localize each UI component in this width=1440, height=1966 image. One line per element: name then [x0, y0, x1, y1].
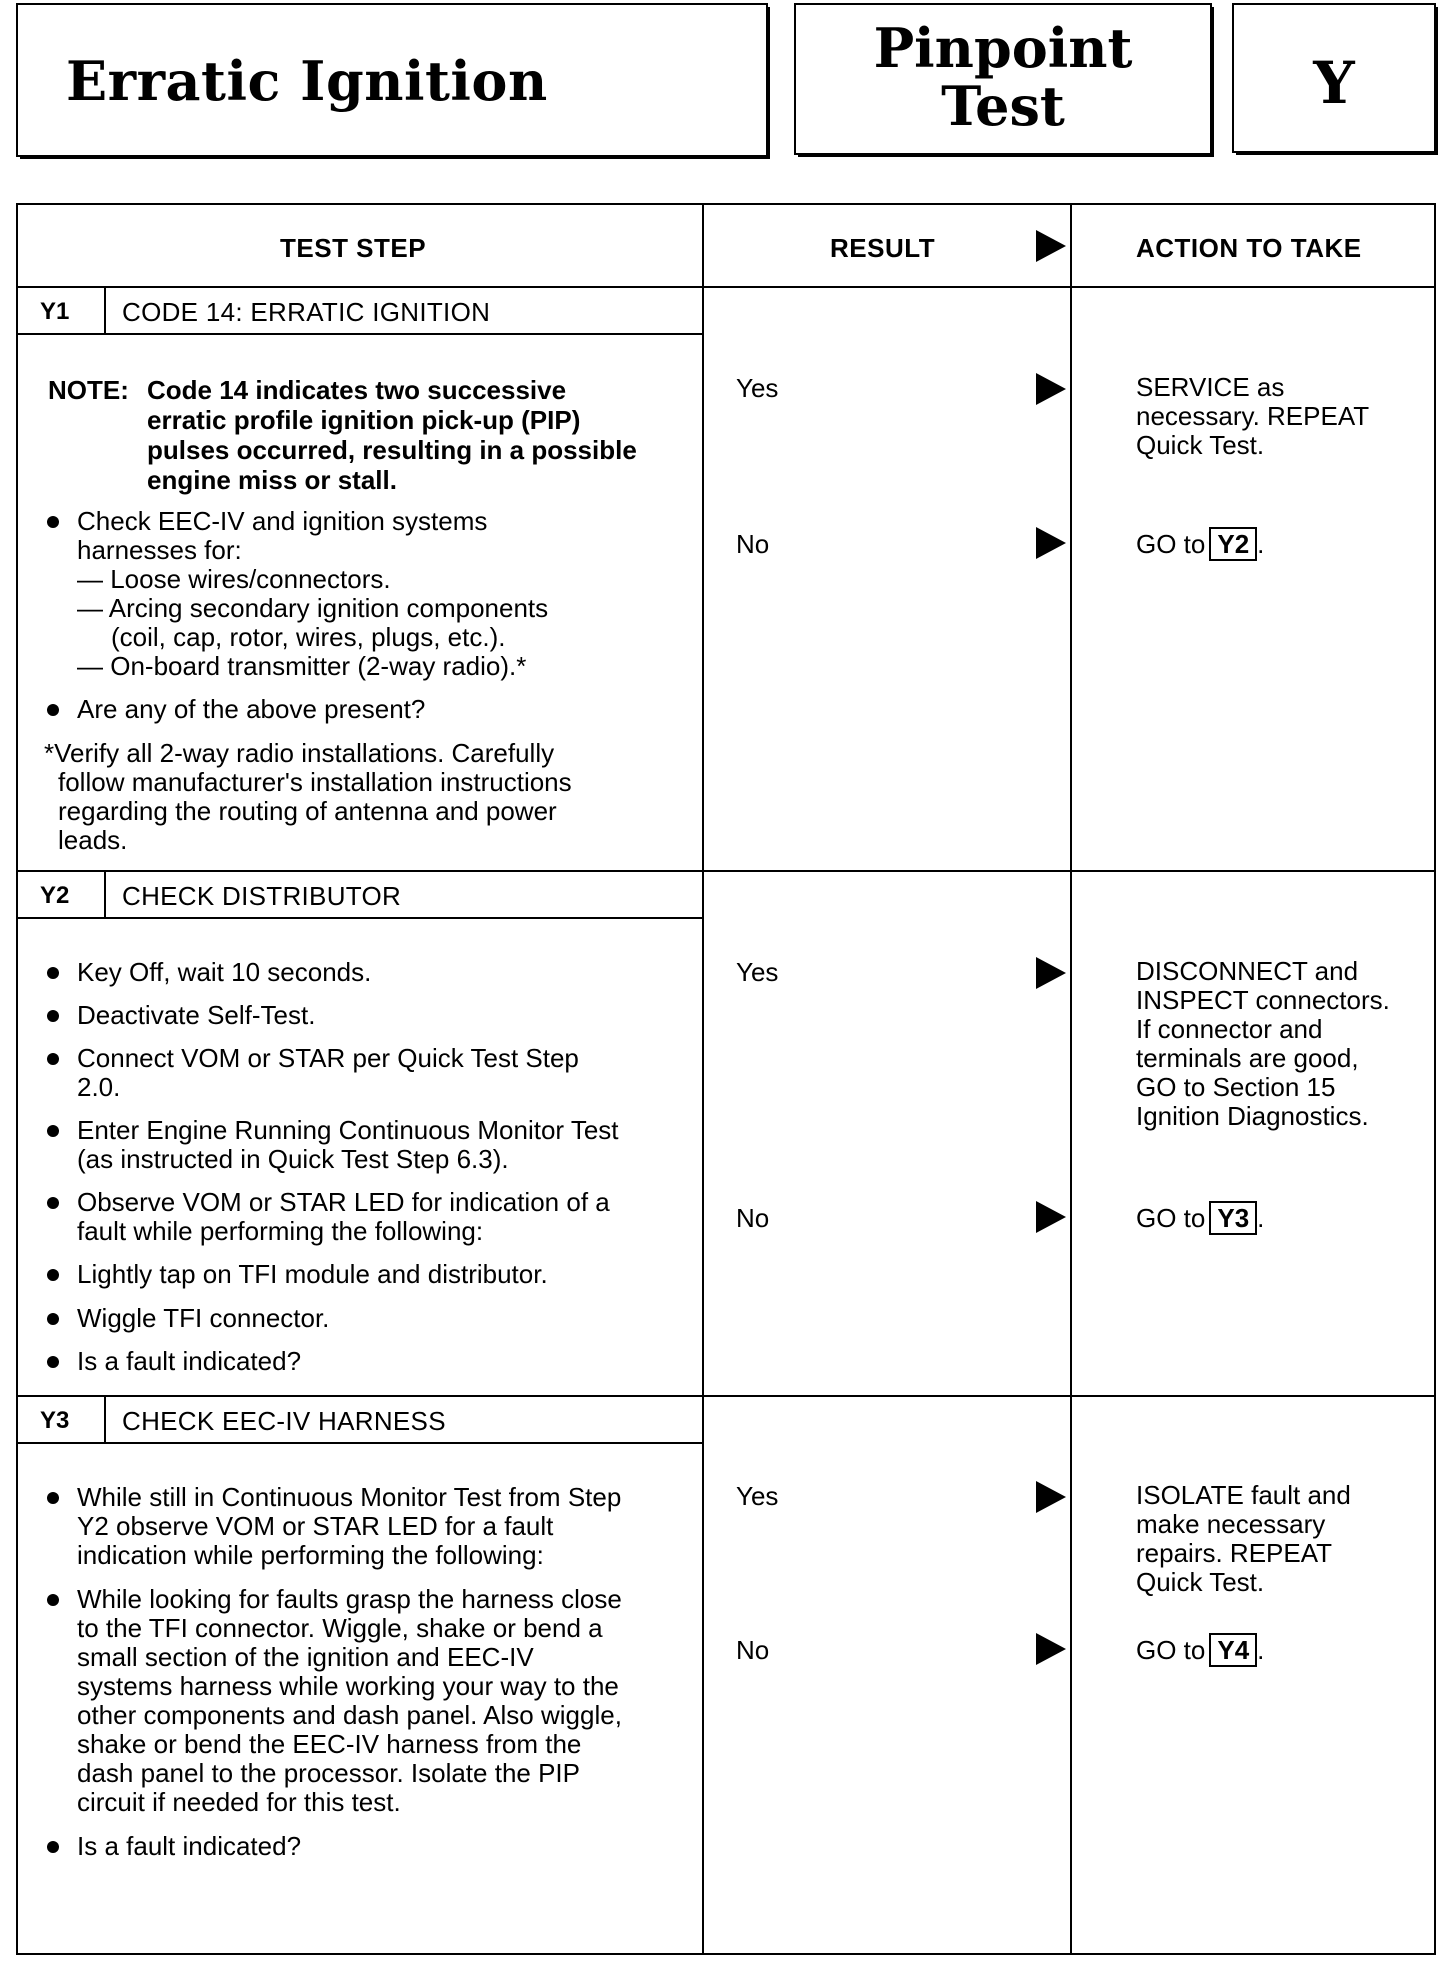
result-no: No [736, 1203, 770, 1233]
column-divider-2 [1070, 205, 1072, 1953]
bullet-icon [47, 967, 59, 979]
bullet-icon [47, 1010, 59, 1022]
pinpoint-test-label [796, 16, 1210, 138]
step-id: Y2 [40, 882, 70, 909]
pinpoint-line-1: Pinpoint [873, 16, 1133, 80]
bullet-item: Observe VOM or STAR LED for indication of a fault while performing the following: [77, 1188, 610, 1246]
column-header-action: ACTION TO TAKE [1136, 233, 1362, 263]
test-letter-box [1232, 3, 1436, 153]
note-label: NOTE: [48, 375, 129, 405]
bullet-icon [47, 1594, 59, 1606]
bullet-icon [47, 1269, 59, 1281]
bullet-item: Is a fault indicated? [77, 1832, 301, 1861]
step-title-underline [18, 1442, 702, 1444]
pinpoint-table [16, 203, 1436, 1955]
bullet-icon [47, 704, 59, 716]
action-no: GO to Y4 . [1136, 1635, 1265, 1665]
goto-ref-y2: Y2 [1209, 527, 1257, 561]
bullet-icon [47, 1492, 59, 1504]
step-title: CODE 14: ERRATIC IGNITION [122, 297, 491, 327]
result-yes: Yes [736, 373, 779, 403]
row-divider-2 [18, 1395, 1434, 1397]
step-title-underline [18, 917, 702, 919]
bullet-item: While still in Continuous Monitor Test from Step Y2 observe VOM or STAR LED for a fault indication while performing the following: [77, 1483, 621, 1570]
step-title-underline [18, 333, 702, 335]
step-id-divider [104, 872, 106, 919]
bullet-item: Deactivate Self-Test. [77, 1001, 315, 1030]
arrow-right-icon [1036, 1633, 1066, 1665]
step-id: Y3 [40, 1407, 70, 1434]
bullet-icon [47, 1356, 59, 1368]
header-divider [18, 286, 1434, 288]
bullet-icon [47, 1125, 59, 1137]
column-header-result: RESULT [830, 233, 936, 263]
bullet-icon [47, 516, 59, 528]
bullet-item: Key Off, wait 10 seconds. [77, 958, 371, 987]
arrow-right-icon [1036, 527, 1066, 559]
bullet-item: Lightly tap on TFI module and distributor. [77, 1260, 548, 1289]
action-yes: SERVICE as necessary. REPEAT Quick Test. [1136, 372, 1370, 460]
bullet-item: Connect VOM or STAR per Quick Test Step 2.0. [77, 1044, 579, 1102]
column-header-test-step: TEST STEP [280, 233, 427, 263]
bullet-item: Enter Engine Running Continuous Monitor Test (as instructed in Quick Test Step 6.3). [77, 1116, 619, 1174]
arrow-right-icon [1036, 1481, 1066, 1513]
bullet-icon [47, 1053, 59, 1065]
footnote: *Verify all 2-way radio installations. Carefully follow manufacturer's installation instructions regarding the routing of antenna and power leads. [44, 738, 572, 855]
title-box [16, 3, 768, 157]
result-no: No [736, 529, 770, 559]
test-letter: Y [1313, 49, 1355, 117]
action-no: GO to Y2 . [1136, 529, 1265, 559]
bullet-item: While looking for faults grasp the harness close to the TFI connector. Wiggle, shake or bend a small section of the ignition and EEC-IV systems harness while working your way to the other components and dash panel. Also wiggle, shake or bend the EEC-IV harness from the dash panel to the processor. Isolate the PIP circuit if needed for this test. [77, 1585, 622, 1817]
dash-list: — Loose wires/connectors. — Arcing secondary ignition components (coil, cap, rotor, wires, plugs, etc.). — On-board transmitter (2-way radio).* [77, 564, 549, 681]
result-yes: Yes [736, 1481, 779, 1511]
bullet-check-harnesses: Check EEC-IV and ignition systems harnesses for: [77, 507, 487, 565]
column-divider-1 [702, 205, 704, 1953]
arrow-right-icon [1036, 1201, 1066, 1233]
step-id: Y1 [40, 298, 70, 325]
note-text: Code 14 indicates two successive erratic profile ignition pick-up (PIP) pulses occurred, resulting in a possible engine miss or stall. [147, 375, 637, 495]
bullet-icon [47, 1841, 59, 1853]
bullet-icon [47, 1197, 59, 1209]
bullet-question: Are any of the above present? [77, 695, 425, 724]
step-id-divider [104, 1397, 106, 1444]
page-title: Erratic Ignition [66, 49, 548, 113]
row-divider-1 [18, 870, 1434, 872]
result-no: No [736, 1635, 770, 1665]
arrow-right-icon [1036, 230, 1066, 262]
goto-ref-y4: Y4 [1209, 1633, 1257, 1667]
step-id-divider [104, 288, 106, 335]
goto-ref-y3: Y3 [1209, 1201, 1257, 1235]
pinpoint-test-box [794, 3, 1212, 155]
arrow-right-icon [1036, 957, 1066, 989]
pinpoint-line-2: Test [941, 74, 1065, 138]
bullet-item: Is a fault indicated? [77, 1347, 301, 1376]
action-yes: ISOLATE fault and make necessary repairs. REPEAT Quick Test. [1136, 1480, 1351, 1597]
step-title: CHECK DISTRIBUTOR [122, 881, 402, 911]
bullet-item: Wiggle TFI connector. [77, 1304, 329, 1333]
arrow-right-icon [1036, 373, 1066, 405]
bullet-icon [47, 1313, 59, 1325]
action-no: GO to Y3 . [1136, 1203, 1265, 1233]
step-title: CHECK EEC-IV HARNESS [122, 1406, 446, 1436]
action-yes: DISCONNECT and INSPECT connectors. If connector and terminals are good, GO to Section 15 Ignition Diagnostics. [1136, 956, 1390, 1131]
result-yes: Yes [736, 957, 779, 987]
